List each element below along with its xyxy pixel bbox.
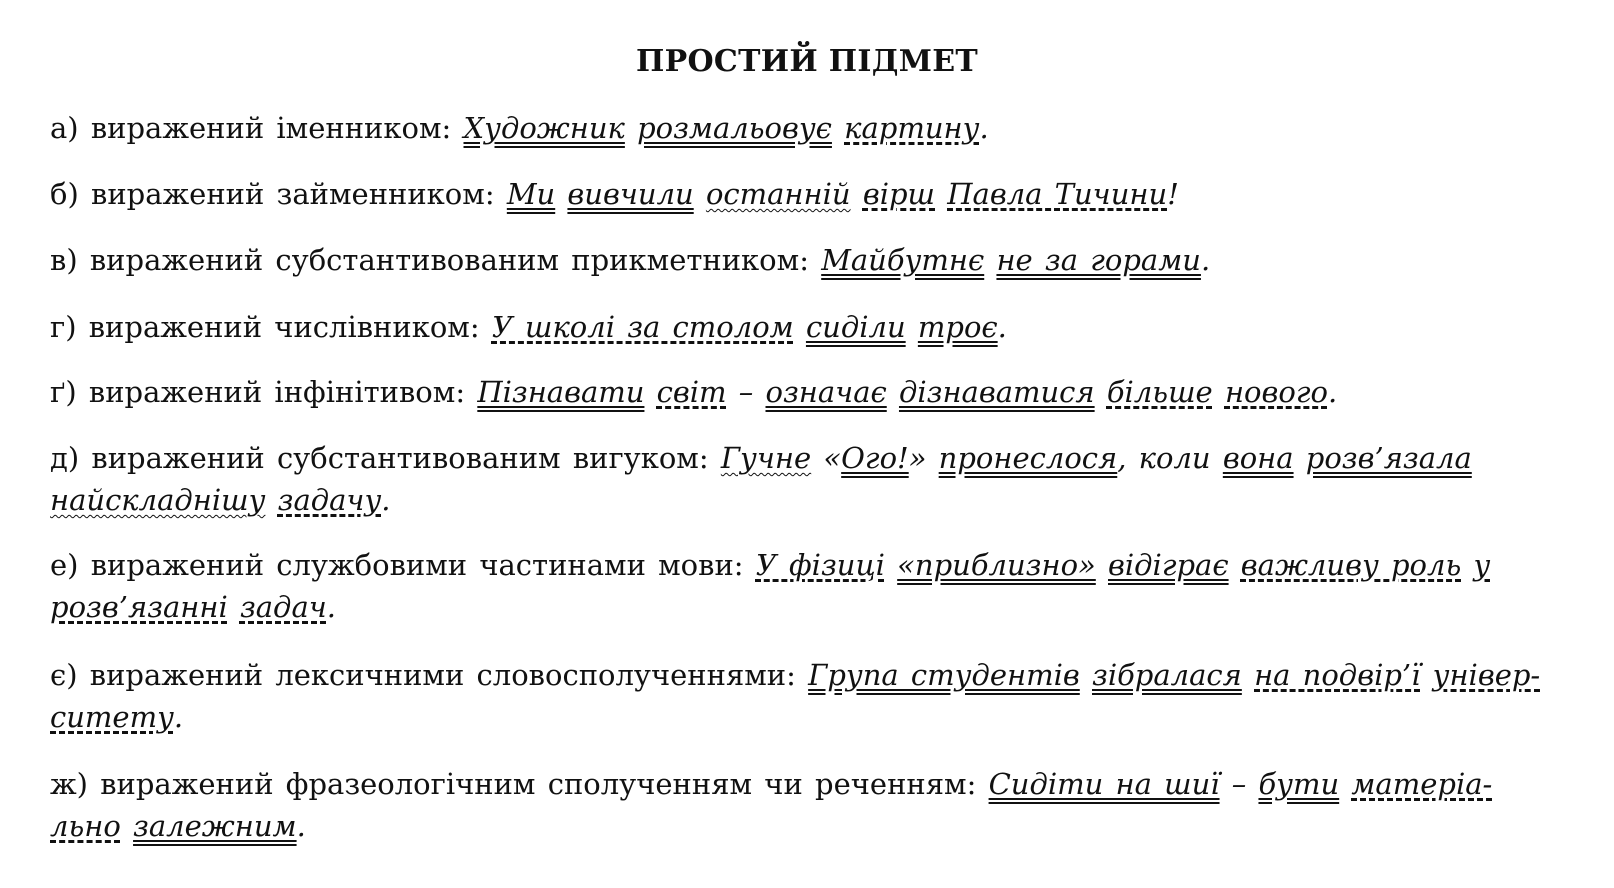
example-line bbox=[50, 370, 1570, 414]
sentence-part-sub: Група студентів bbox=[808, 658, 1080, 692]
example-line bbox=[50, 305, 1570, 349]
sentence-part-att: останній bbox=[705, 177, 851, 211]
example-label: ґ) виражений інфінітивом: bbox=[50, 375, 478, 409]
sentence-part-pl bbox=[1095, 375, 1107, 409]
sentence-part-obj: задачу bbox=[277, 483, 382, 517]
sentence-part-sub: Сидіти на шиї bbox=[988, 767, 1220, 801]
example-label: б) виражений займенником: bbox=[50, 177, 507, 211]
example-line bbox=[50, 238, 1570, 282]
example-sentence bbox=[507, 177, 1179, 211]
example-label: в) виражений субстантивованим прикметником: bbox=[50, 243, 822, 277]
sentence-part-adv: У фізиці bbox=[755, 548, 885, 582]
sentence-part-pred: дізнаватися bbox=[898, 375, 1095, 409]
sentence-part-sub: Ми bbox=[506, 177, 556, 211]
sentence-part-pl bbox=[1294, 441, 1306, 475]
sentence-part-pred: розмальовує bbox=[637, 111, 832, 145]
sentence-part-adv: розв’язанні bbox=[50, 590, 228, 624]
example-sentence bbox=[808, 658, 1540, 692]
sentence-part-pl bbox=[1080, 658, 1092, 692]
example-sentence bbox=[50, 483, 391, 517]
sentence-part-adv: У школі за столом bbox=[491, 310, 794, 344]
example-line bbox=[50, 172, 1570, 216]
sentence-part-att: найскладнішу bbox=[50, 483, 266, 517]
sentence-part-pl bbox=[644, 375, 656, 409]
sentence-part-pl bbox=[1339, 767, 1351, 801]
sentence-part-pl bbox=[121, 809, 133, 843]
sentence-part-pl: . bbox=[296, 809, 306, 843]
example-sentence bbox=[50, 590, 336, 624]
sentence-part-sub: Художник bbox=[463, 111, 625, 145]
sentence-part-pl: . bbox=[381, 483, 391, 517]
example-line bbox=[50, 762, 1570, 806]
example-label: е) виражений службовими частинами мови: bbox=[50, 548, 756, 582]
sentence-part-obj: більше bbox=[1106, 375, 1213, 409]
sentence-part-obj: світ bbox=[656, 375, 727, 409]
sentence-part-pred: відіграє bbox=[1108, 548, 1229, 582]
sentence-part-pl bbox=[885, 548, 897, 582]
sentence-part-obj: вірш bbox=[862, 177, 936, 211]
sentence-part-pl bbox=[906, 310, 918, 344]
sentence-part-pred: зібралася bbox=[1092, 658, 1242, 692]
sentence-part-obj: нового bbox=[1224, 375, 1328, 409]
sentence-part-obj: ситету bbox=[50, 700, 174, 734]
sentence-part-adv: у bbox=[1473, 548, 1491, 582]
sentence-part-pl bbox=[555, 177, 567, 211]
sentence-part-pl: . bbox=[997, 310, 1007, 344]
sentence-part-sub: троє bbox=[917, 310, 998, 344]
page-title: ПРОСТИЙ ПІДМЕТ bbox=[636, 44, 978, 79]
sentence-part-pl bbox=[794, 310, 806, 344]
sentence-part-obj: універ- bbox=[1432, 658, 1541, 692]
example-label: є) виражений лексичними словосполученнями: bbox=[50, 658, 809, 692]
sentence-part-pl: , коли bbox=[1117, 441, 1223, 475]
sentence-part-pl: » bbox=[908, 441, 939, 475]
sentence-part-pl bbox=[935, 177, 947, 211]
sentence-part-pred: означає bbox=[765, 375, 887, 409]
example-label: д) виражений субстантивованим вигуком: bbox=[50, 441, 721, 475]
sentence-part-pred: сиділи bbox=[805, 310, 906, 344]
sentence-part-sub: вона bbox=[1222, 441, 1294, 475]
sentence-part-pl bbox=[887, 375, 899, 409]
example-line bbox=[50, 543, 1570, 587]
sentence-part-obj: Павла Тичини bbox=[947, 177, 1168, 211]
sentence-part-pred: бути bbox=[1258, 767, 1340, 801]
sentence-part-obj: задач bbox=[239, 590, 327, 624]
example-line bbox=[50, 478, 1570, 522]
sentence-part-pl bbox=[1213, 375, 1225, 409]
example-sentence bbox=[477, 375, 1337, 409]
sentence-part-pl bbox=[1096, 548, 1108, 582]
example-sentence bbox=[989, 767, 1493, 801]
sentence-part-pl: . bbox=[979, 111, 989, 145]
sentence-part-pl bbox=[228, 590, 240, 624]
sentence-part-pl bbox=[1242, 658, 1254, 692]
sentence-part-pl: – bbox=[726, 375, 766, 409]
example-sentence bbox=[464, 111, 989, 145]
sentence-part-pl: . bbox=[326, 590, 336, 624]
sentence-part-adv: матеріа- bbox=[1351, 767, 1493, 801]
example-sentence bbox=[721, 441, 1472, 475]
sentence-part-pl bbox=[1229, 548, 1241, 582]
sentence-part-pl bbox=[1461, 548, 1473, 582]
example-sentence bbox=[756, 548, 1491, 582]
sentence-part-sub: Майбутнє bbox=[821, 243, 985, 277]
sentence-part-sub: «приблизно» bbox=[897, 548, 1096, 582]
sentence-part-pl: . bbox=[1327, 375, 1338, 409]
sentence-part-pl bbox=[984, 243, 996, 277]
sentence-part-pl: – bbox=[1219, 767, 1259, 801]
example-sentence bbox=[50, 700, 183, 734]
sentence-part-pl bbox=[832, 111, 844, 145]
sentence-part-pred: вивчили bbox=[567, 177, 694, 211]
sentence-part-pl bbox=[265, 483, 277, 517]
sentence-part-obj: картину bbox=[844, 111, 980, 145]
example-line bbox=[50, 695, 1570, 739]
sentence-part-pl: . bbox=[173, 700, 184, 734]
sentence-part-pl: « bbox=[811, 441, 842, 475]
sentence-part-pl bbox=[851, 177, 863, 211]
sentence-part-pl: ! bbox=[1167, 177, 1179, 211]
example-line bbox=[50, 804, 1570, 848]
example-label: ж) виражений фразеологічним сполученням чи реченням: bbox=[50, 767, 989, 801]
sentence-part-adv: льно bbox=[50, 809, 121, 843]
sentence-part-pred: розв’язала bbox=[1305, 441, 1472, 475]
sentence-part-pl bbox=[625, 111, 637, 145]
example-line bbox=[50, 436, 1570, 480]
example-label: а) виражений іменником: bbox=[50, 111, 464, 145]
sentence-part-adv: на подвір’ї bbox=[1254, 658, 1421, 692]
sentence-part-pl bbox=[694, 177, 706, 211]
sentence-part-sub: Ого! bbox=[841, 441, 909, 475]
sentence-part-sub: Пізнавати bbox=[477, 375, 645, 409]
example-sentence bbox=[492, 310, 1007, 344]
example-label: г) виражений числівником: bbox=[50, 310, 492, 344]
example-line bbox=[50, 585, 1570, 629]
sentence-part-pl: . bbox=[1200, 243, 1211, 277]
sentence-part-att: Гучне bbox=[720, 441, 812, 475]
example-line bbox=[50, 106, 1570, 150]
example-sentence bbox=[821, 243, 1210, 277]
example-line bbox=[50, 653, 1570, 697]
sentence-part-pred: пронеслося bbox=[938, 441, 1118, 475]
sentence-part-obj: важливу роль bbox=[1240, 548, 1462, 582]
sentence-part-pred: залежним bbox=[133, 809, 297, 843]
sentence-part-pl bbox=[1420, 658, 1432, 692]
example-sentence bbox=[50, 809, 306, 843]
sentence-part-pred: не за горами bbox=[996, 243, 1201, 277]
